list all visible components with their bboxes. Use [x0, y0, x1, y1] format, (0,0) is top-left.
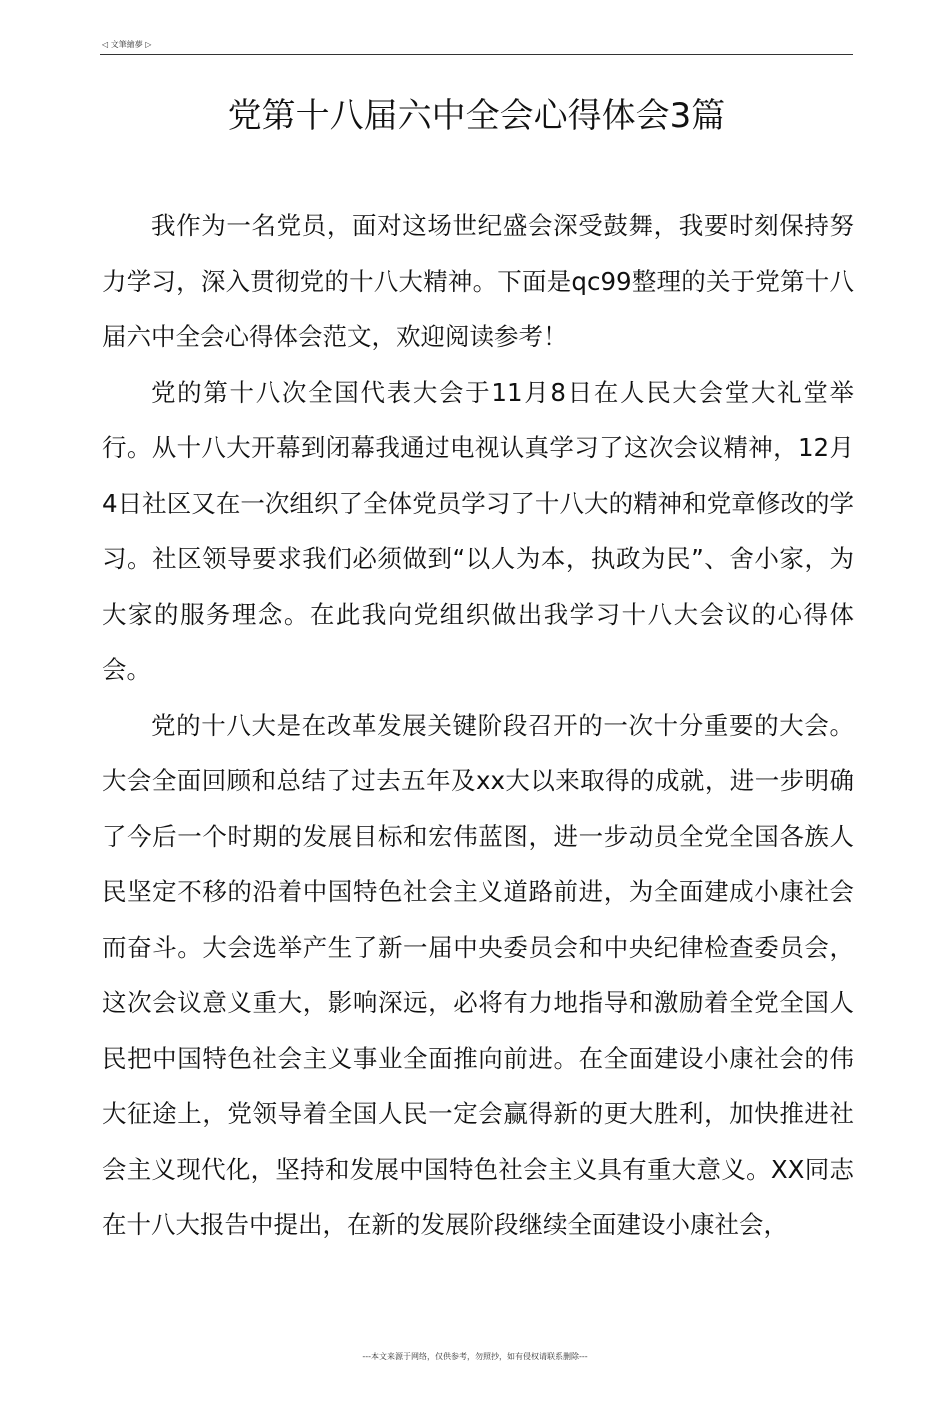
page-footer: ---本文来源于网络，仅供参考，勿照抄，如有侵权请联系删除---	[362, 1352, 588, 1361]
paragraph-congress: 党的第十八次全国代表大会于11月8日在人民大会堂大礼堂举行。从十八大开幕到闭幕我通过电视认真学习了这次会议精神，12月4日社区又在一次组织了全体党员学习了十八大的精神和党章修改的学习。社区领导要求我们必须做到“以人为本，执政为民”、舍小家，为大家的服务理念。在此我向党组织做出我学习十八大会议的心得体会。	[102, 377, 854, 684]
paragraph-significance: 党的十八大是在改革发展关键阶段召开的一次十分重要的大会。大会全面回顾和总结了过去五年及xx大以来取得的成就，进一步明确了今后一个时期的发展目标和宏伟蓝图，进一步动员全党全国各族人民坚定不移的沿着中国特色社会主义道路前进，为全面建成小康社会而奋斗。大会选举产生了新一届中央委员会和中央纪律检查委员会，这次会议意义重大，影响深远，必将有力地指导和激励着全党全国人民把中国特色社会主义事业全面推向前进。在全面建设小康社会的伟大征途上，党领导着全国人民一定会赢得新的更大胜利，加快推进社会主义现代化，坚持和发展中国特色社会主义具有重大意义。XX同志在十八大报告中提出，在新的发展阶段继续全面建设小康社会，	[102, 710, 854, 1239]
document-body	[102, 198, 854, 1253]
paragraph-intro: 我作为一名党员，面对这场世纪盛会深受鼓舞，我要时刻保持努力学习，深入贯彻党的十八大精神。下面是qc99整理的关于党第十八届六中全会心得体会范文，欢迎阅读参考！	[102, 211, 854, 351]
header-text: ◁ 文筆繪夢 ▷	[102, 40, 152, 49]
document-title: 党第十八届六中全会心得体会3篇	[227, 96, 726, 136]
page-header	[100, 38, 853, 55]
